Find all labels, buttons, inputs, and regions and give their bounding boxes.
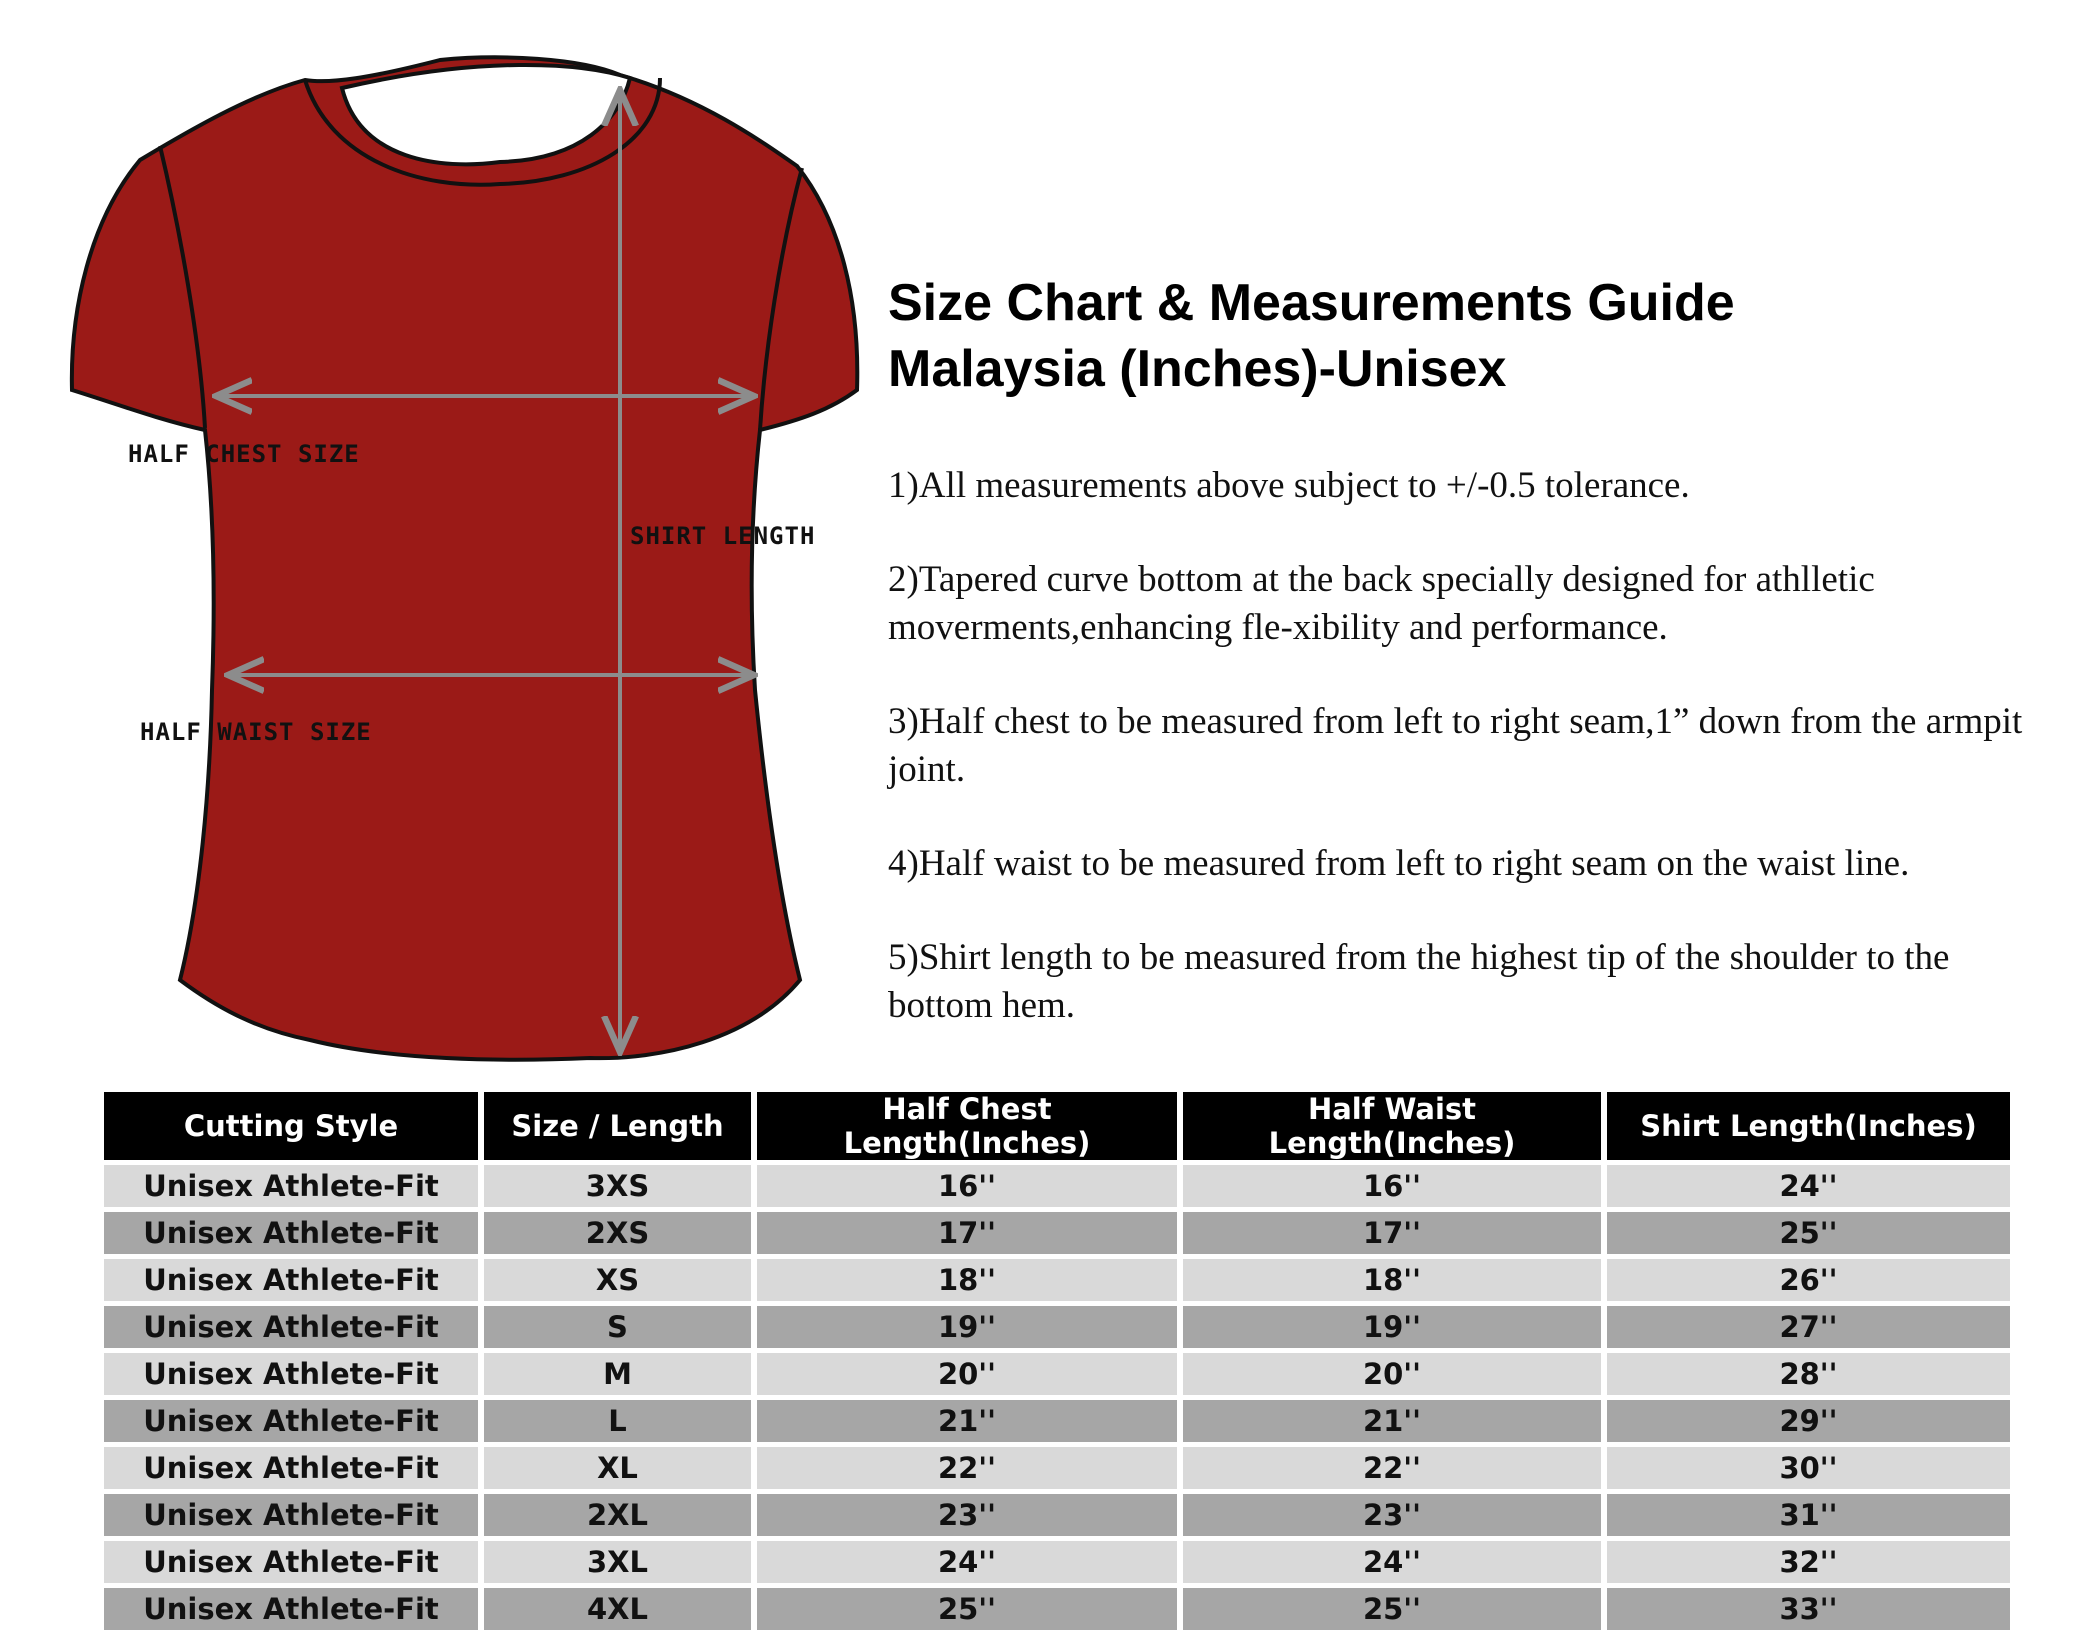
cell-half-chest: 18'' [757,1259,1177,1301]
cell-size: 2XS [484,1212,751,1254]
cell-shirt-length: 30'' [1607,1447,2010,1489]
header-shirt-length: Shirt Length(Inches) [1607,1092,2010,1160]
note-4: 4)Half waist to be measured from left to right seam on the waist line. [888,843,1910,884]
cell-half-waist: 24'' [1183,1541,1601,1583]
table-row [104,1541,2010,1583]
cell-shirt-length: 26'' [1607,1259,2010,1301]
cell-shirt-length: 31'' [1607,1494,2010,1536]
tshirt-icon [60,50,880,1070]
cell-cutting-style: Unisex Athlete-Fit [104,1588,478,1630]
table-row [104,1165,2010,1207]
cell-shirt-length: 24'' [1607,1165,2010,1207]
cell-half-waist: 16'' [1183,1165,1601,1207]
cell-half-waist: 19'' [1183,1306,1601,1348]
cell-size: L [484,1400,751,1442]
cell-size: 3XS [484,1165,751,1207]
cell-shirt-length: 29'' [1607,1400,2010,1442]
cell-half-chest: 19'' [757,1306,1177,1348]
cell-cutting-style: Unisex Athlete-Fit [104,1259,478,1301]
cell-cutting-style: Unisex Athlete-Fit [104,1212,478,1254]
cell-half-waist: 20'' [1183,1353,1601,1395]
cell-half-chest: 16'' [757,1165,1177,1207]
title-line-1: Size Chart & Measurements Guide [888,274,1735,332]
cell-half-waist: 25'' [1183,1588,1601,1630]
note-5: 5)Shirt length to be measured from the highest tip of the shoulder to the bottom hem. [888,937,1950,1026]
header-cutting-style: Cutting Style [104,1092,478,1160]
cell-size: XL [484,1447,751,1489]
cell-shirt-length: 28'' [1607,1353,2010,1395]
cell-cutting-style: Unisex Athlete-Fit [104,1353,478,1395]
cell-cutting-style: Unisex Athlete-Fit [104,1306,478,1348]
header-size-length: Size / Length [484,1092,751,1160]
measurement-notes [888,462,2038,1030]
cell-shirt-length: 27'' [1607,1306,2010,1348]
cell-cutting-style: Unisex Athlete-Fit [104,1447,478,1489]
shirt-length-label: SHIRT LENGTH [630,522,816,550]
half-waist-label: HALF WAIST SIZE [140,718,372,746]
cell-half-waist: 22'' [1183,1447,1601,1489]
cell-shirt-length: 33'' [1607,1588,2010,1630]
table-row [104,1306,2010,1348]
cell-half-waist: 17'' [1183,1212,1601,1254]
cell-size: M [484,1353,751,1395]
cell-half-waist: 23'' [1183,1494,1601,1536]
table-row [104,1447,2010,1489]
cell-cutting-style: Unisex Athlete-Fit [104,1165,478,1207]
header-half-waist: Half Waist Length(Inches) [1183,1092,1601,1160]
note-2: 2)Tapered curve bottom at the back specially designed for athlletic moverments,enhancing fle-xibility and performance. [888,559,1875,648]
cell-size: 3XL [484,1541,751,1583]
cell-size: S [484,1306,751,1348]
tshirt-illustration [60,50,880,1070]
size-chart-table [98,1087,2016,1635]
table-row [104,1212,2010,1254]
page-title [888,270,1735,402]
header-half-chest: Half Chest Length(Inches) [757,1092,1177,1160]
cell-cutting-style: Unisex Athlete-Fit [104,1494,478,1536]
table-row [104,1259,2010,1301]
cell-half-chest: 23'' [757,1494,1177,1536]
table-row [104,1494,2010,1536]
cell-cutting-style: Unisex Athlete-Fit [104,1400,478,1442]
cell-half-waist: 18'' [1183,1259,1601,1301]
cell-shirt-length: 25'' [1607,1212,2010,1254]
half-chest-label: HALF CHEST SIZE [128,440,360,468]
cell-shirt-length: 32'' [1607,1541,2010,1583]
cell-half-chest: 21'' [757,1400,1177,1442]
cell-half-chest: 22'' [757,1447,1177,1489]
cell-size: 4XL [484,1588,751,1630]
table-row [104,1353,2010,1395]
cell-half-chest: 17'' [757,1212,1177,1254]
cell-half-waist: 21'' [1183,1400,1601,1442]
table-row [104,1400,2010,1442]
cell-half-chest: 20'' [757,1353,1177,1395]
note-1: 1)All measurements above subject to +/-0.5 tolerance. [888,465,1690,506]
cell-cutting-style: Unisex Athlete-Fit [104,1541,478,1583]
cell-half-chest: 25'' [757,1588,1177,1630]
cell-size: 2XL [484,1494,751,1536]
title-line-2: Malaysia (Inches)-Unisex [888,340,1507,398]
shirt-body [72,57,857,1059]
table-row [104,1588,2010,1630]
note-3: 3)Half chest to be measured from left to right seam,1” down from the armpit joint. [888,701,2023,790]
table-header-row [104,1092,2010,1160]
cell-half-chest: 24'' [757,1541,1177,1583]
cell-size: XS [484,1259,751,1301]
